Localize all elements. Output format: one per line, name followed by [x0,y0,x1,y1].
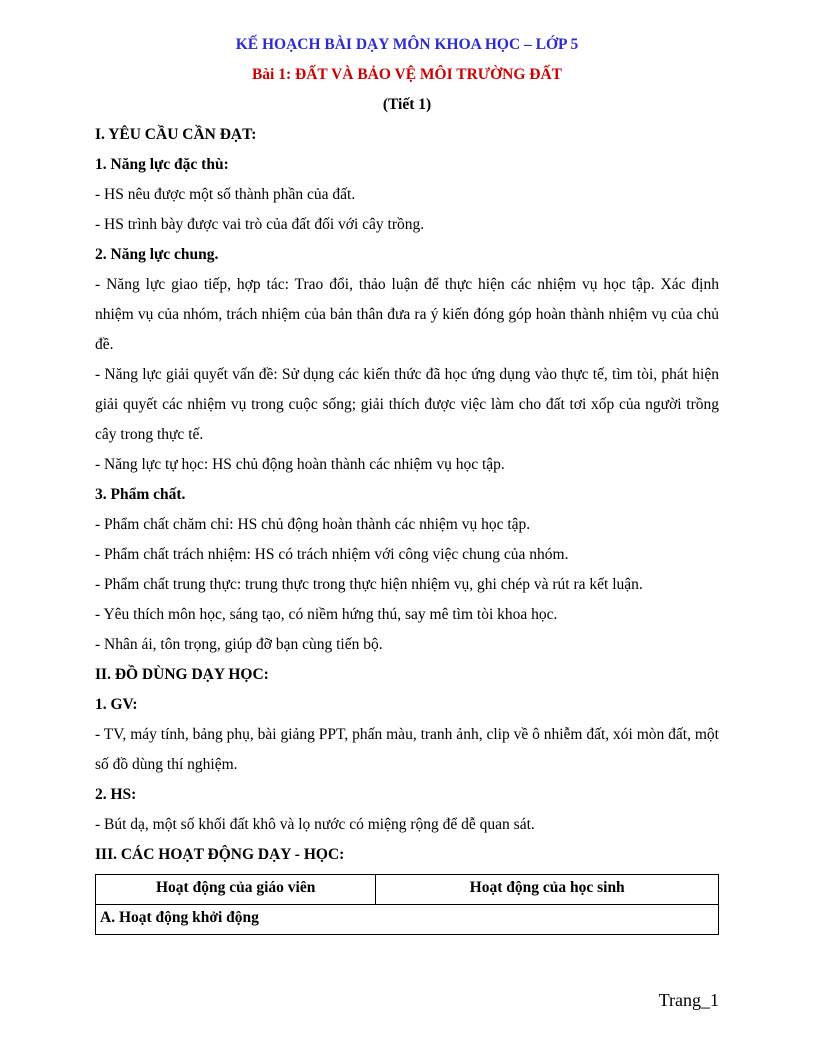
period-label: (Tiết 1) [382,96,432,113]
plan-title: KẾ HOẠCH BÀI DẠY MÔN KHOA HỌC – LỚP 5 [235,36,579,53]
section-heading-requirements: I. YÊU CẦU CẦN ĐẠT: [95,126,257,143]
section-heading-activities: III. CÁC HOẠT ĐỘNG DẠY - HỌC: [95,846,345,863]
list-item: - TV, máy tính, bảng phụ, bài giảng PPT, phấn màu, tranh ảnh, clip về ô nhiễm đất, xói mòn đất, một số đồ dùng thí nghiệm. [95,726,719,773]
table-header-row [96,875,719,905]
subheading-teacher: 1. GV: [95,696,138,713]
list-item: - Bút dạ, một số khối đất khô và lọ nước có miệng rộng để dễ quan sát. [95,816,535,833]
activities-table [95,874,719,935]
column-header-student: Hoạt động của học sinh [376,875,719,905]
lesson-title: Bài 1: ĐẤT VÀ BẢO VỆ MÔI TRƯỜNG ĐẤT [251,66,563,83]
list-item: - Năng lực giải quyết vấn đề: Sử dụng các kiến thức đã học ứng dụng vào thực tế, tìm tòi, phát hiện giải quyết các nhiệm vụ trong cuộc sống; giải thích được việc làm cho đất tơi xốp của người trồng cây trong thực tế. [95,366,719,443]
list-item: - Yêu thích môn học, sáng tạo, có niềm hứng thú, say mê tìm tòi khoa học. [95,606,558,623]
list-item: - Phẩm chất chăm chỉ: HS chủ động hoàn thành các nhiệm vụ học tập. [95,516,531,533]
list-item: - Phẩm chất trách nhiệm: HS có trách nhiệm với công việc chung của nhóm. [95,546,569,563]
list-item: - Năng lực tự học: HS chủ động hoàn thành các nhiệm vụ học tập. [95,456,505,473]
subheading-general-competence: 2. Năng lực chung. [95,246,219,263]
list-item: - HS nêu được một số thành phần của đất. [95,186,356,203]
document-page [95,30,719,935]
section-heading-materials: II. ĐỒ DÙNG DẠY HỌC: [95,666,269,683]
list-item: - Phẩm chất trung thực: trung thực trong thực hiện nhiệm vụ, ghi chép và rút ra kết luận. [95,576,643,593]
column-header-teacher: Hoạt động của giáo viên [96,875,376,905]
page-number: Trang_1 [658,990,719,1010]
subheading-students: 2. HS: [95,786,137,803]
subheading-specific-competence: 1. Năng lực đặc thù: [95,156,229,173]
table-cell-warmup: A. Hoạt động khởi động [96,905,719,935]
table-row [96,905,719,935]
subheading-qualities: 3. Phẩm chất. [95,486,186,503]
list-item: - HS trình bày được vai trò của đất đối với cây trồng. [95,216,425,233]
list-item: - Năng lực giao tiếp, hợp tác: Trao đổi, thảo luận để thực hiện các nhiệm vụ học tập. Xác định nhiệm vụ của nhóm, trách nhiệm của bản thân đưa ra ý kiến đóng góp hoàn thành nhiệm vụ của chủ đề. [95,276,719,353]
list-item: - Nhân ái, tôn trọng, giúp đỡ bạn cùng tiến bộ. [95,636,383,653]
